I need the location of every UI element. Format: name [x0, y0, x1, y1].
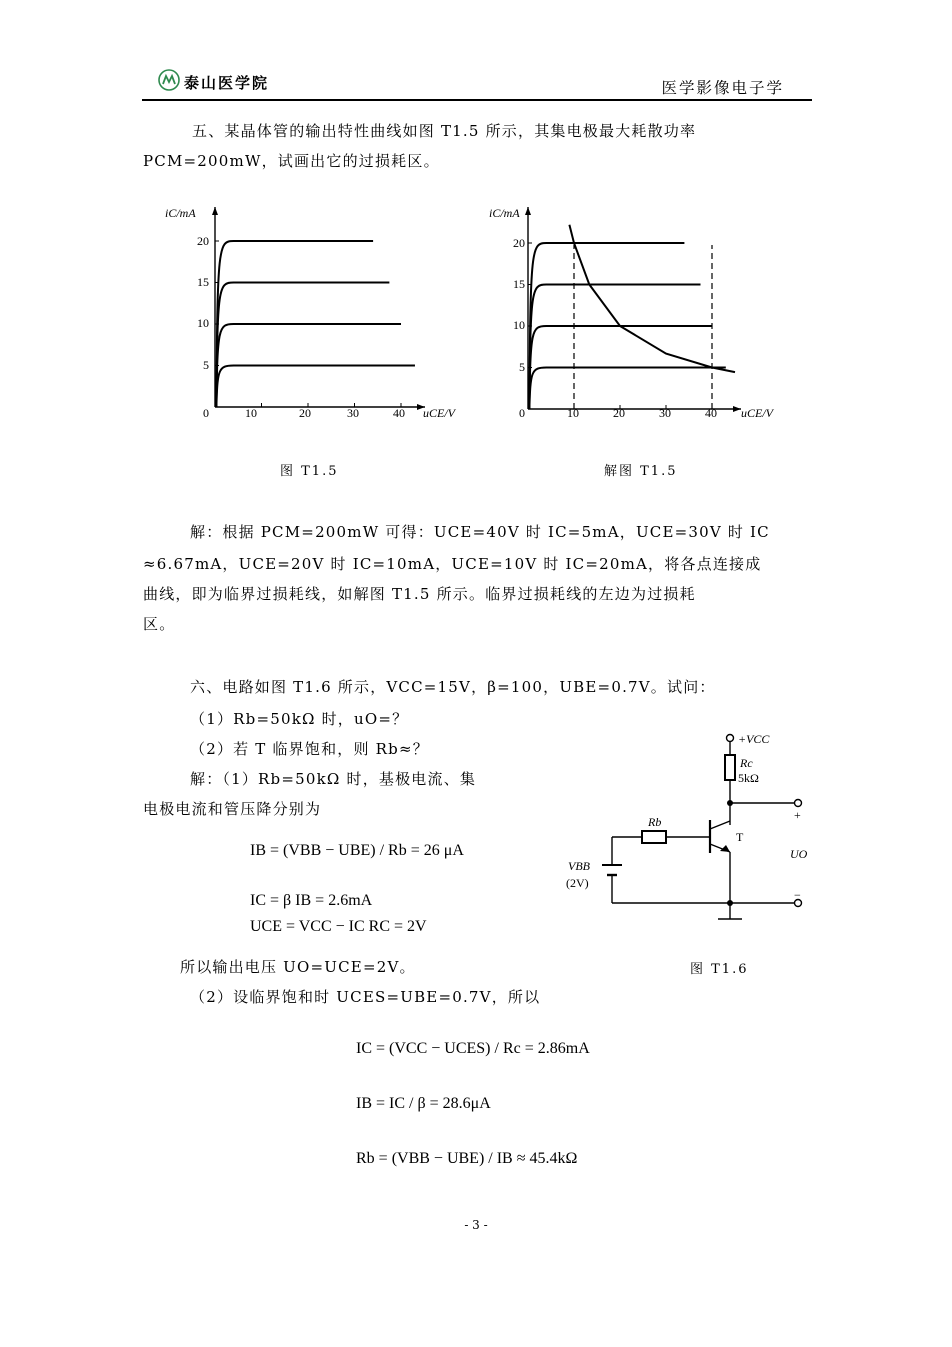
fig1-xtick-10: 10 [245, 406, 257, 420]
q6-line7: （2）设临界饱和时 UCES=UBE=0.7V，所以 [190, 988, 541, 1006]
circuit-vbb-label: VBB [568, 859, 590, 873]
circuit-caption: 图 T1.6 [690, 962, 749, 977]
fig2-ytick-10: 10 [513, 318, 525, 332]
sol5-line3: 曲线，即为临界过损耗线，如解图 T1.5 所示。临界过损耗线的左边为过损耗 [143, 585, 696, 603]
header-rule [142, 99, 812, 101]
fig2-xlabel: uCE/V [741, 406, 773, 420]
eq-ib-2: IB = IC / β = 28.6μA [356, 1095, 491, 1112]
q6-line5: 电极电流和管压降分别为 [143, 800, 322, 818]
eq-rb-2: Rb = (VBB − UBE) / IB ≈ 45.4kΩ [356, 1150, 578, 1167]
fig2-caption: 解图 T1.5 [604, 464, 678, 479]
fig1-ytick-10: 10 [197, 316, 209, 330]
fig2-x-arrow [733, 406, 741, 412]
circuit-rb-label: Rb [648, 815, 662, 829]
sol5-line1: 解：根据 PCM=200mW 可得：UCE=40V 时 IC=5mA，UCE=30V 时 IC [190, 523, 770, 541]
fig2-ylabel: iC/mA [489, 206, 520, 220]
fig1-ytick-15: 15 [197, 275, 209, 289]
circuit-rc-label: Rc [740, 756, 753, 770]
figure-solution-t1-5 [485, 195, 795, 430]
fig2-y-arrow [525, 207, 531, 215]
eq-ic-2: IC = (VCC − UCES) / Rc = 2.86mA [356, 1040, 590, 1057]
fig1-curve-1 [216, 366, 415, 408]
fig1-xtick-20: 20 [299, 406, 311, 420]
circuit-t1-6 [560, 725, 820, 955]
header-course-title: 医学影像电子学 [661, 79, 784, 97]
fig2-ytick-20: 20 [513, 236, 525, 250]
circuit-minus-label: − [794, 888, 801, 902]
fig1-ytick-5: 5 [203, 358, 209, 372]
page-number: - 3 - [464, 1218, 488, 1232]
circuit-uo-label: UO [790, 847, 808, 861]
circuit-vbb-value: (2V) [566, 876, 589, 890]
fig2-xtick-30: 30 [659, 406, 671, 420]
q6-line4: 解：（1）Rb=50kΩ 时，基极电流、集 [190, 770, 477, 788]
q5-text-line2: PCM=200mW，试画出它的过损耗区。 [143, 152, 440, 170]
fig2-curve-4 [529, 368, 725, 410]
fig2-xtick-10: 10 [567, 406, 579, 420]
sol5-line2: ≈6.67mA，UCE=20V 时 IC=10mA，UCE=10V 时 IC=20mA，将各点连接成 [143, 555, 762, 573]
q6-line6: 所以输出电压 UO=UCE=2V。 [180, 958, 416, 976]
fig1-origin: 0 [203, 406, 209, 420]
eq-uce-1: UCE = VCC − IC RC = 2V [250, 918, 427, 935]
header-school-name: 泰山医学院 [184, 74, 270, 92]
figure-t1-5 [155, 195, 485, 430]
school-logo [158, 69, 180, 91]
fig2-origin: 0 [519, 406, 525, 420]
fig2-curve-2 [529, 285, 700, 410]
eq-ib-1: IB = (VBB − UBE) / Rb = 26 μA [250, 842, 464, 859]
fig1-caption: 图 T1.5 [280, 464, 339, 479]
fig1-ytick-20: 20 [197, 234, 209, 248]
fig1-xtick-40: 40 [393, 406, 405, 420]
fig1-y-arrow [212, 207, 218, 215]
fig2-curve-5 [569, 225, 735, 372]
fig1-curve-3 [216, 283, 389, 408]
fig1-xlabel: uCE/V [423, 406, 455, 420]
fig1-xtick-30: 30 [347, 406, 359, 420]
q6-line3: （2）若 T 临界饱和，则 Rb≈？ [190, 740, 429, 758]
circuit-transistor-label: T [736, 830, 744, 844]
fig2-ytick-15: 15 [513, 277, 525, 291]
circuit-plus-label: + [794, 808, 801, 822]
circuit-rc-value: 5kΩ [738, 771, 759, 785]
fig2-xtick-40: 40 [705, 406, 717, 420]
fig2-ytick-5: 5 [519, 360, 525, 374]
sol5-line4: 区。 [143, 615, 176, 633]
fig1-ylabel: iC/mA [165, 206, 196, 220]
fig2-xtick-20: 20 [613, 406, 625, 420]
q6-line2: （1）Rb=50kΩ 时，uO=？ [190, 710, 409, 728]
q5-text-line1: 五、某晶体管的输出特性曲线如图 T1.5 所示，其集电极最大耗散功率 [192, 122, 697, 140]
eq-ic-1: IC = β IB = 2.6mA [250, 892, 373, 909]
circuit-vcc-label: +VCC [738, 732, 770, 746]
q6-line1: 六、电路如图 T1.6 所示，VCC=15V，β=100，UBE=0.7V。试问： [190, 678, 716, 696]
